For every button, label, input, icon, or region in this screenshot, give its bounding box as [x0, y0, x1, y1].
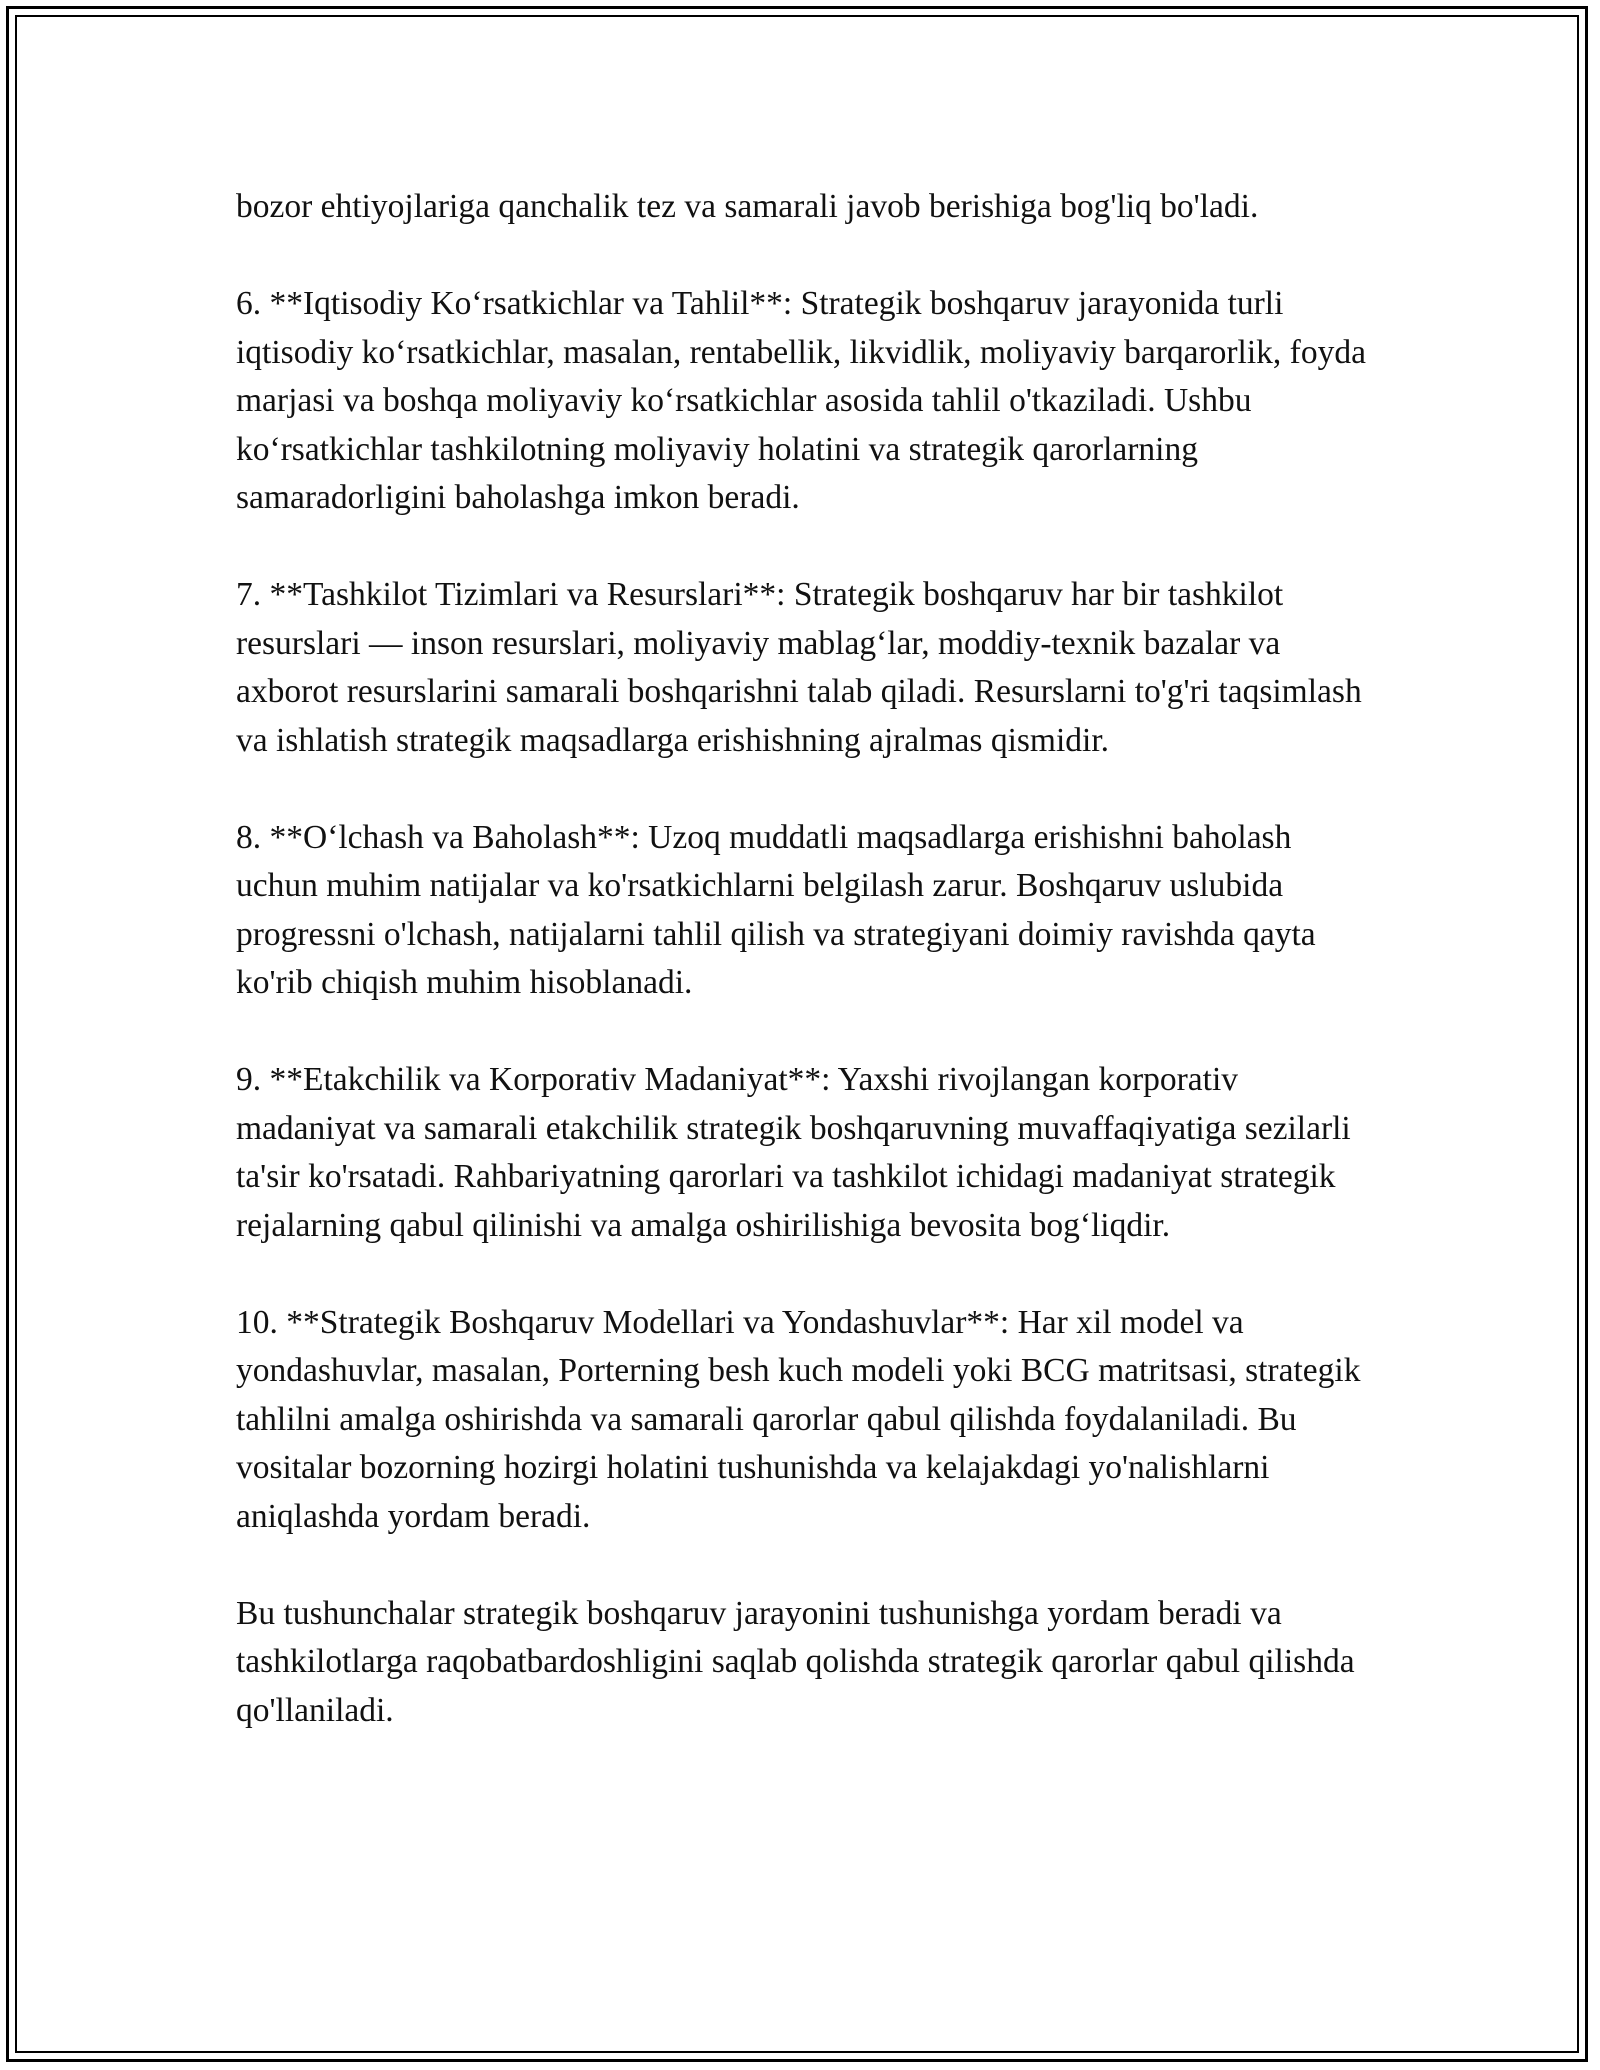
document-body — [236, 183, 1366, 1735]
paragraph-item-6: 6. **Iqtisodiy Koʻrsatkichlar va Tahlil**: Strategik boshqaruv jarayonida turli iqtisodiy koʻrsatkichlar, masalan, rentabellik, likvidlik, moliyaviy barqarorlik, foyda marjasi va boshqa moliyaviy koʻrsatkichlar asosida tahlil o'tkaziladi. Ushbu koʻrsatkichlar tashkilotning moliyaviy holatini va strategik qarorlarning samaradorligini baholashga imkon beradi. — [236, 285, 1366, 516]
paragraph-continuation: bozor ehtiyojlariga qanchalik tez va samarali javob berishiga bog'liq bo'ladi. — [236, 188, 1259, 225]
paragraph-item-7: 7. **Tashkilot Tizimlari va Resurslari**: Strategik boshqaruv har bir tashkilot resurslari — inson resurslari, moliyaviy mablagʻlar, moddiy-texnik bazalar va axborot resurslarini samarali boshqarishni talab qiladi. Resurslarni to'g'ri taqsimlash va ishlatish strategik maqsadlarga erishishning ajralmas qismidir. — [236, 576, 1362, 759]
paragraph-item-10: 10. **Strategik Boshqaruv Modellari va Yondashuvlar**: Har xil model va yondashuvlar, masalan, Porterning besh kuch modeli yoki BCG matritsasi, strategik tahlilni amalga oshirishda va samarali qarorlar qabul qilishda foydalaniladi. Bu vositalar bozorning hozirgi holatini tushunishda va kelajakdagi yo'nalishlarni aniqlashda yordam beradi. — [236, 1303, 1361, 1535]
paragraph-item-9: 9. **Etakchilik va Korporativ Madaniyat**: Yaxshi rivojlangan korporativ madaniyat va samarali etakchilik strategik boshqaruvning muvaffaqiyatiga sezilarli ta'sir ko'rsatadi. Rahbariyatning qarorlari va tashkilot ichidagi madaniyat strategik rejalarning qabul qilinishi va amalga oshirilishiga bevosita bogʻliqdir. — [236, 1061, 1351, 1244]
paragraph-item-8: 8. **Oʻlchash va Baholash**: Uzoq muddatli maqsadlarga erishishni baholash uchun muhim natijalar va ko'rsatkichlarni belgilash zarur. Boshqaruv uslubida progressni o'lchash, natijalarni tahlil qilish va strategiyani doimiy ravishda qayta ko'rib chiqish muhim hisoblanadi. — [236, 818, 1316, 1001]
paragraph-conclusion: Bu tushunchalar strategik boshqaruv jarayonini tushunishga yordam beradi va tashkilotlarga raqobatbardoshligini saqlab qolishda strategik qarorlar qabul qilishda qo'llaniladi. — [236, 1594, 1355, 1729]
